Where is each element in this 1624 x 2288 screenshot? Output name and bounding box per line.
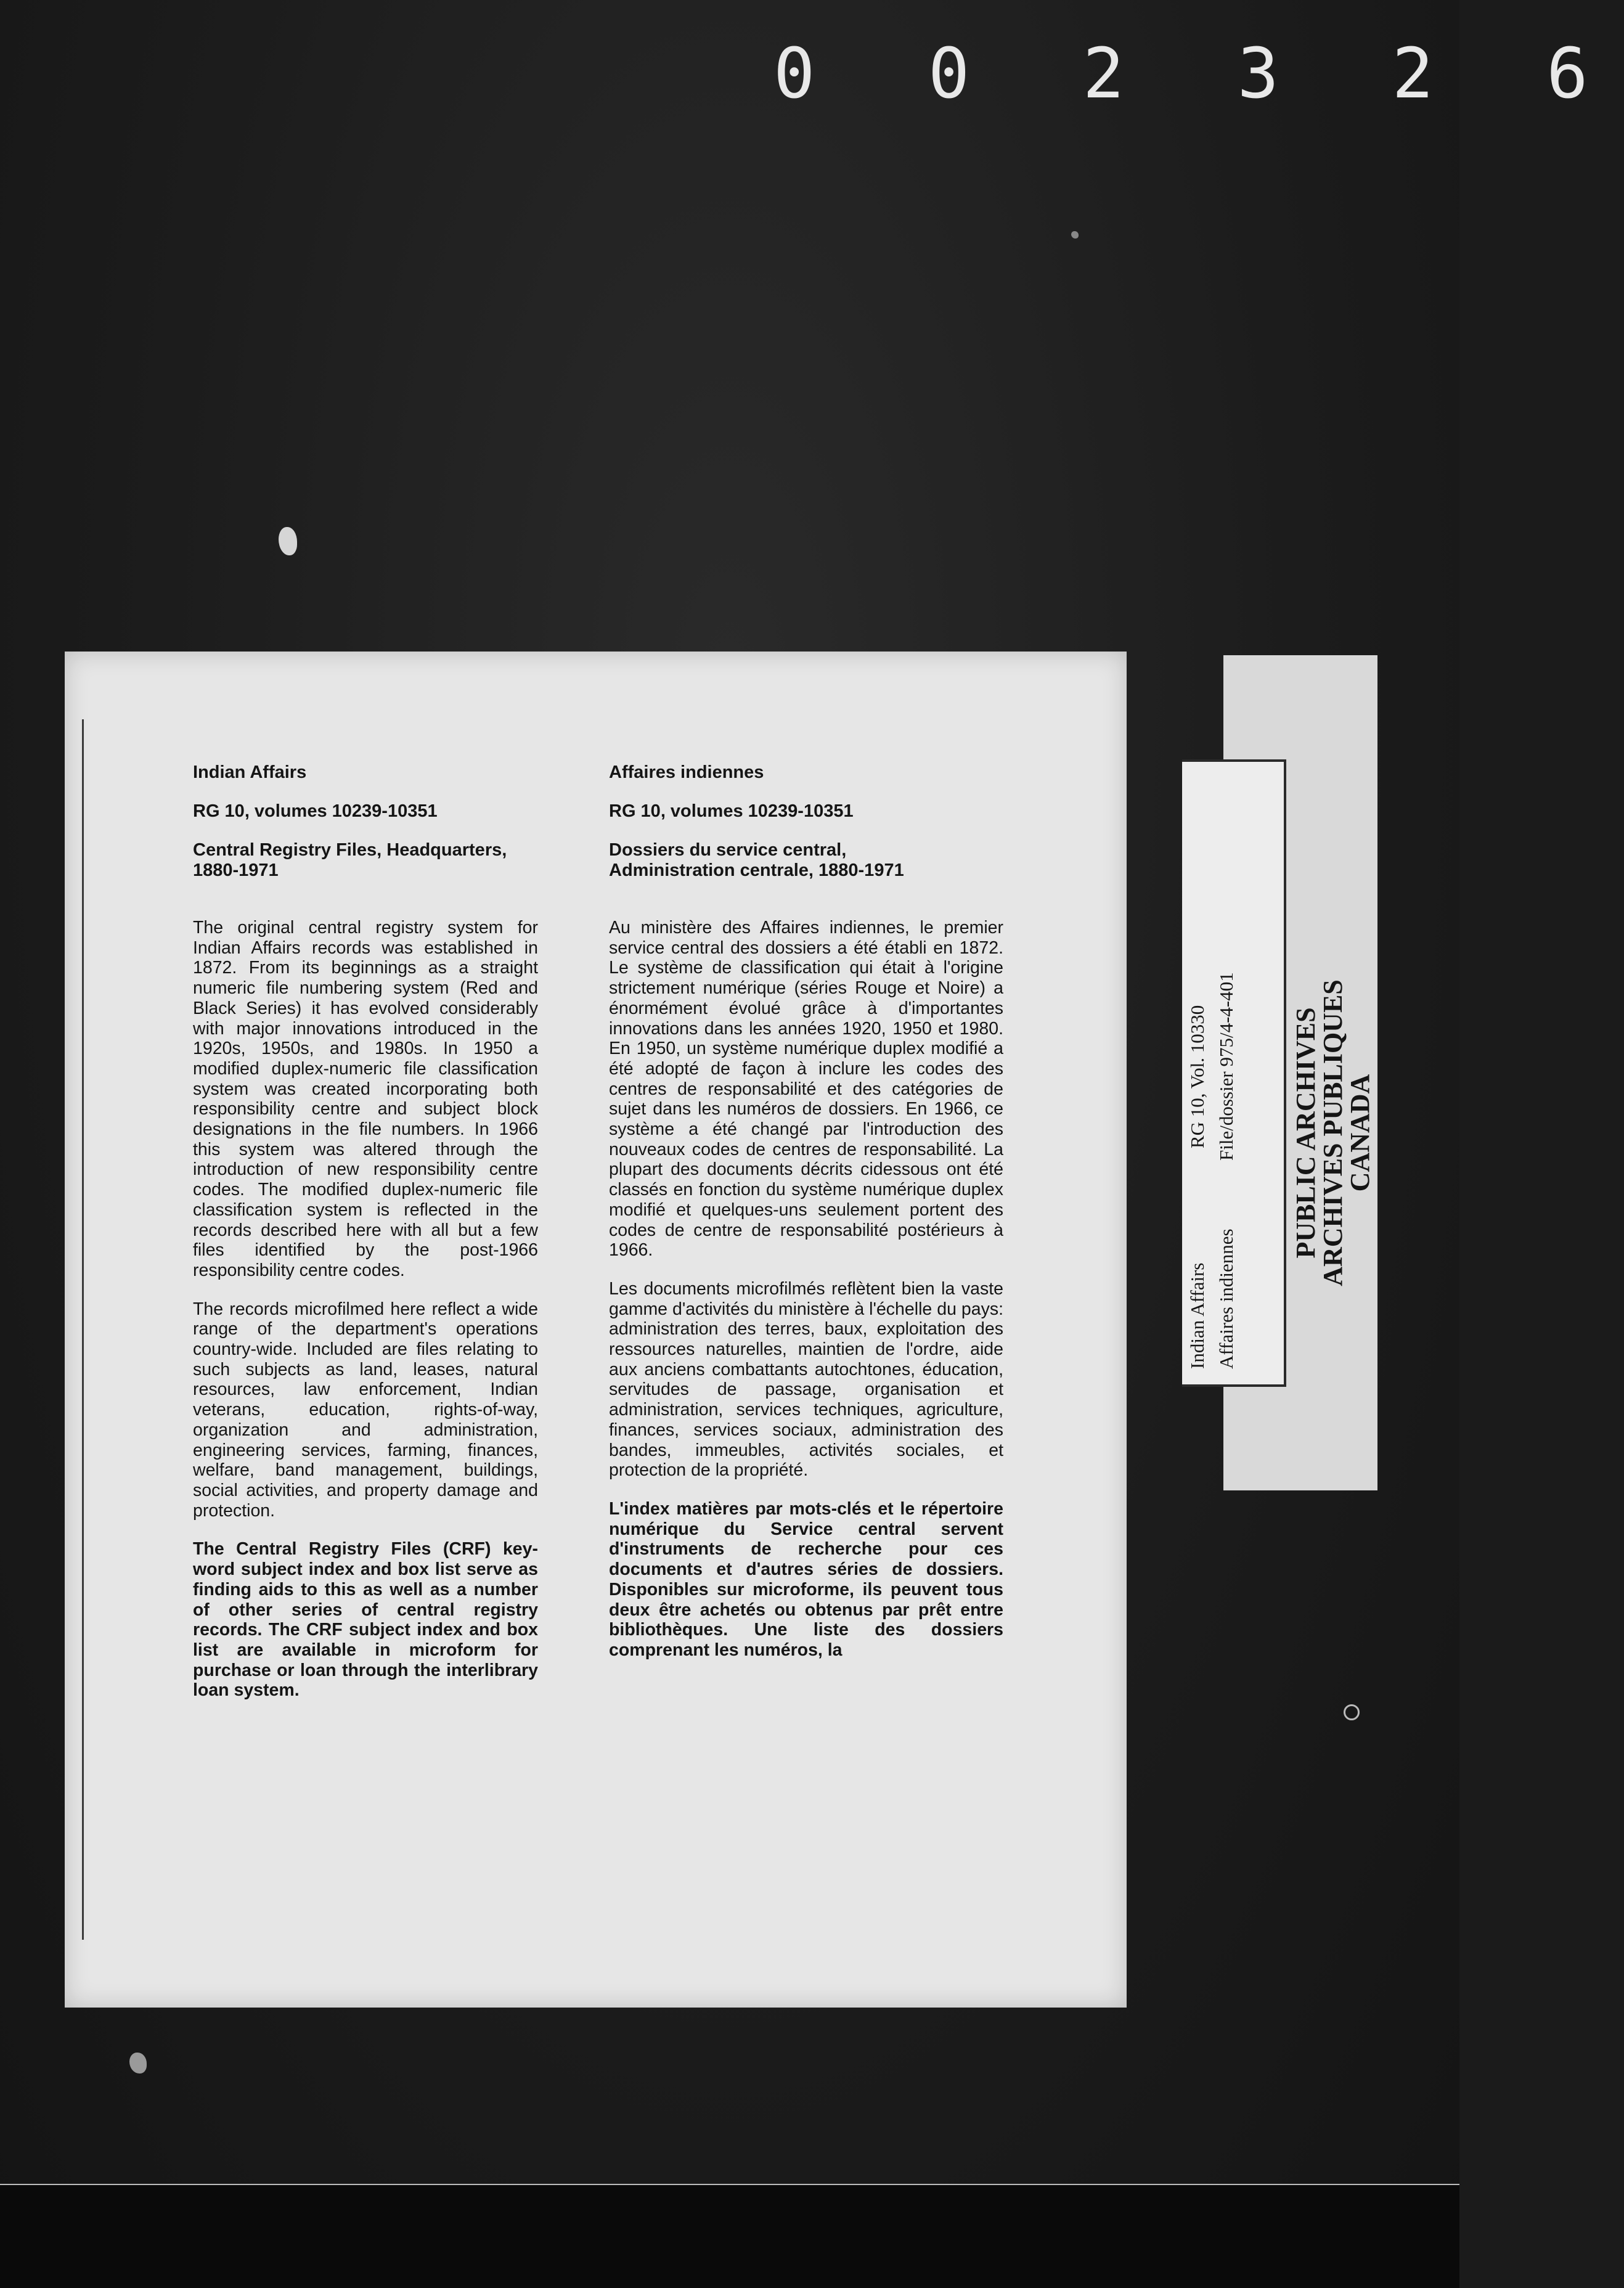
archive-name-line-3: CANADA [1345,1074,1375,1192]
dust-speck [1344,1704,1360,1720]
english-paragraph-3: The Central Registry Files (CRF) key-word subject index and box list serve as finding aids to this as well as a number of other series of central registry records. The CRF subject index and box list are available in microform for purchase or loan through the interlibrary loan system. [193,1539,538,1701]
french-title: Affaires indiennes [609,762,764,782]
file-line-1-left: Indian Affairs [1186,1262,1208,1369]
french-series-line-1: Dossiers du service central, [609,840,847,860]
french-paragraph-3: L'index matières par mots-clés et le répertoire numérique du Service central servent d'instruments de recherche pour ces documents et d'autres séries de dossiers. Disponibles sur microforme, ils peuvent tous deux être achetés ou obtenus par prêt entre bibliothèques. Une liste des dossiers comprenant les numéros, la [609,1498,1003,1660]
french-series-title [609,840,1003,881]
file-line-1 [1187,1005,1208,1369]
french-paragraph-1: Au ministère des Affaires indiennes, le premier service central des dossiers a été établi en 1872. Le système de classification qui était à l'origine strictement numérique (séries Rouge et Noire) a énormément évolué grâce à d'importantes innovations dans les années 1920, 1950 et 1980. En 1950, un système numérique duplex modifié a été adopté de façon à inclure les codes des centres de responsabilité et des catégories de sujet dans les numéros de dossiers. En 1966, ce système a été changé par l'introduction des nouveaux codes de centres de responsabilité. La plupart des documents décrits cidessous ont été classés en fonction du système numérique duplex modifié et quelques-uns seulement portent des codes de centre de responsabilité postérieurs à 1966. [609,918,1003,1260]
archive-name [1292,911,1374,1355]
file-line-2-left: Affaires indiennes [1215,1228,1237,1369]
file-line-2 [1216,972,1237,1369]
english-series-line-1: Central Registry Files, Headquarters, [193,840,507,860]
dust-speck [1071,231,1079,239]
english-series-line-2: 1880-1971 [193,860,279,880]
file-reference-card [1182,759,1286,1387]
french-column [609,762,1003,1679]
file-line-2-right: File/dossier 975/4-4-401 [1215,972,1237,1161]
english-paragraph-2: The records microfilmed here reflect a wide range of the department's operations country-wide. Included are files relating to such subjects as land, leases, natural resources, law enforcement, Indian veterans, education, rights-of-way, organization and administration, engineering services, farming, finances, welfare, band management, buildings, social activities, and property damage and protection. [193,1299,538,1521]
french-rg-reference: RG 10, volumes 10239-10351 [609,801,854,821]
english-column [193,762,538,1719]
english-series-title [193,840,538,881]
archive-name-line-2: ARCHIVES PUBLIQUES [1318,979,1348,1286]
english-paragraph-1: The original central registry system for Indian Affairs records was established in 1872. From its beginnings as a straight numeric file numbering system (Red and Black Series) it has evolved considerably with major innovations introduced in the 1920s, 1950s, and 1980s. In 1950 a modified duplex-numeric file classification system was created incorporating both responsibility centre and subject block designations in the file numbers. In 1966 this system was altered through the introduction of new responsibility centre codes. The modified duplex-numeric file classification system is reflected in the records described here with all but a few files identified by the post-1966 responsibility centre codes. [193,918,538,1280]
document-sheet [65,652,1127,2008]
dust-speck [129,2053,147,2074]
french-paragraph-2: Les documents microfilmés reflètent bien la vaste gamme d'activités du ministère à l'échelle du pays: administration des terres, baux, exploitation des ressources naturelles, maintien de l'ordre, aide aux anciens combattants autochtones, éducation, servitudes de passage, organisation et administration, services techniques, agriculture, finances, services sociaux, administration des bandes, immeubles, activités sociales, et protection de la propriété. [609,1278,1003,1481]
file-line-1-right: RG 10, Vol. 10330 [1186,1005,1208,1149]
english-rg-reference: RG 10, volumes 10239-10351 [193,801,438,821]
english-title: Indian Affairs [193,762,307,782]
film-bottom-band [0,2185,1459,2288]
frame-number: 0 0 2 3 2 6 [773,34,1624,114]
archive-name-line-1: PUBLIC ARCHIVES [1291,1007,1321,1259]
sheet-left-edge [82,719,84,1940]
french-series-line-2: Administration centrale, 1880-1971 [609,860,904,880]
